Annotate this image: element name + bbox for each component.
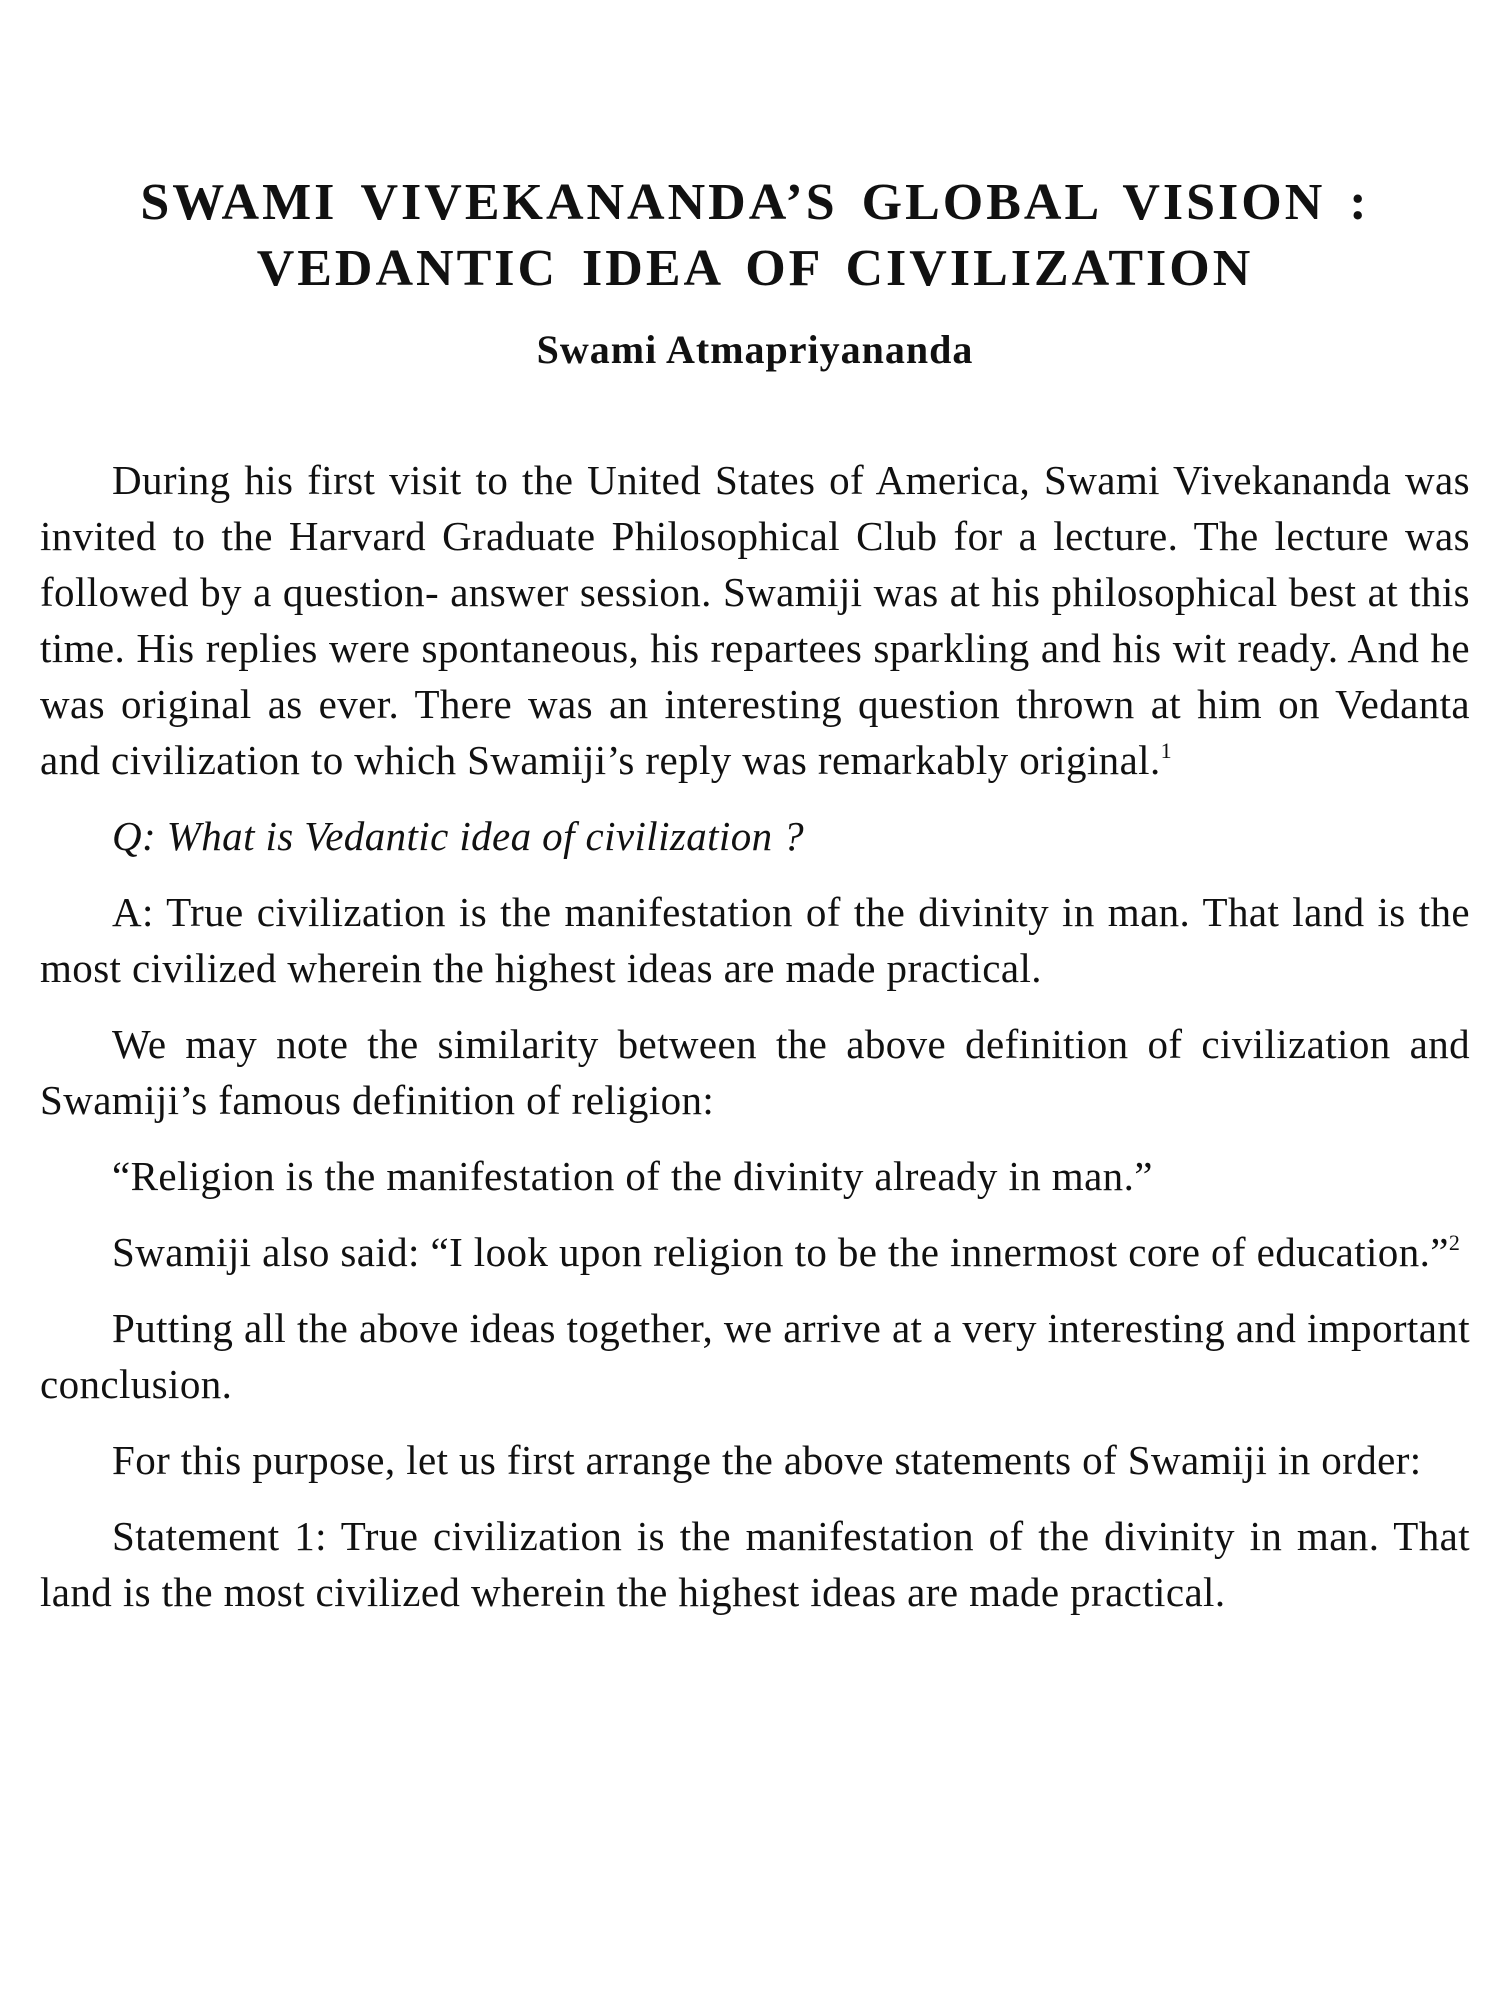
paragraph-education-quote: Swamiji also said: “I look upon religion to be the innermost core of education.”$^2$ — [112, 1229, 1461, 1275]
paragraph-question: Q: What is Vedantic idea of civilization ? — [112, 813, 805, 859]
paragraph-similarity: We may note the similarity between the above definition of civilization and Swamiji’s famous definition of religion: — [40, 1021, 1470, 1123]
document-page — [40, 0, 1470, 2000]
title-line-1: SWAMI VIVEKANANDA’S GLOBAL VISION : — [140, 174, 1370, 231]
paragraph-religion-quote: “Religion is the manifestation of the divinity already in man.” — [112, 1153, 1153, 1199]
paragraph-statement-1: Statement 1: True civilization is the manifestation of the divinity in man. That land is the most civilized wherein the highest ideas are made practical. — [40, 1513, 1470, 1615]
title-line-2: VEDANTIC IDEA OF CIVILIZATION — [256, 240, 1254, 297]
paragraph-answer: A: True civilization is the manifestation of the divinity in man. That land is the most civilized wherein the highest ideas are made practical. — [40, 889, 1470, 991]
paragraph-conclusion: Putting all the above ideas together, we arrive at a very interesting and important conclusion. — [40, 1305, 1470, 1407]
article-title — [40, 170, 1470, 302]
paragraph-intro: During his first visit to the United States of America, Swami Vivekananda was invited to the Harvard Graduate Philosophical Club for a lecture. The lecture was followed by a question- answer session. Swamiji was at his philosophical best at this time. His replies were spontaneous, his repartees sparkling and his wit ready. And he was original as ever. There was an interesting question thrown at him on Vedanta and civilization to which Swamiji’s reply was remarkably original.$^1$ — [40, 457, 1470, 783]
author-name: Swami Atmapriyananda — [536, 327, 974, 372]
footnote-marker-2: 2 — [1448, 1230, 1461, 1255]
article-body — [40, 452, 1470, 1640]
footnote-marker-1: 1 — [1160, 738, 1173, 763]
paragraph-purpose: For this purpose, let us first arrange the above statements of Swamiji in order: — [112, 1437, 1422, 1483]
